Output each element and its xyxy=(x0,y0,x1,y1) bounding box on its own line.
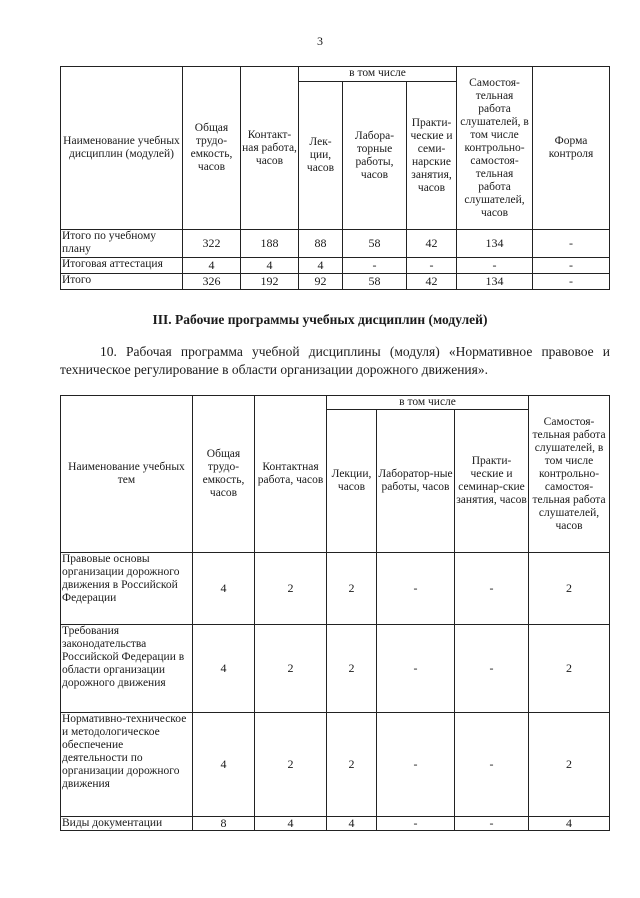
header-practical: Практи-ческие и семи-нарские занятия, часов xyxy=(407,82,457,230)
row-selfwork: 2 xyxy=(529,625,610,713)
row-practical: - xyxy=(455,553,529,625)
row-lectures: 2 xyxy=(327,625,377,713)
row-contact: 4 xyxy=(255,817,327,831)
row-labs: - xyxy=(377,625,455,713)
row-total: 4 xyxy=(193,625,255,713)
row-name: Итоговая аттестация xyxy=(61,258,183,274)
header-lectures: Лекции, часов xyxy=(327,410,377,553)
row-form: - xyxy=(533,230,610,258)
table-row xyxy=(61,817,610,831)
row-practical: - xyxy=(407,258,457,274)
row-practical: - xyxy=(455,625,529,713)
header-total: Общая трудо-емкость, часов xyxy=(183,67,241,230)
row-total: 322 xyxy=(183,230,241,258)
table-row xyxy=(61,274,610,290)
row-name: Итого xyxy=(61,274,183,290)
row-contact: 2 xyxy=(255,713,327,817)
row-labs: 58 xyxy=(343,274,407,290)
row-selfwork: 2 xyxy=(529,713,610,817)
header-contact: Контакт-ная работа, часов xyxy=(241,67,299,230)
header-name: Наименование учебных дисциплин (модулей) xyxy=(61,67,183,230)
row-practical: 42 xyxy=(407,274,457,290)
row-practical: 42 xyxy=(407,230,457,258)
row-contact: 2 xyxy=(255,553,327,625)
row-selfwork: 134 xyxy=(457,230,533,258)
row-contact: 2 xyxy=(255,625,327,713)
table-row xyxy=(61,625,610,713)
header-selfwork: Самостоя-тельная работа слушателей, в том числе контрольно-самостоя-тельная работа слушателей, часов xyxy=(457,67,533,230)
table-row xyxy=(61,553,610,625)
row-total: 4 xyxy=(193,553,255,625)
row-lectures: 4 xyxy=(299,258,343,274)
summary-table xyxy=(60,66,610,290)
row-total: 4 xyxy=(183,258,241,274)
row-selfwork: - xyxy=(457,258,533,274)
row-total: 326 xyxy=(183,274,241,290)
row-name: Нормативно-техническое и методологическое обеспечение деятельности по организации дорожного движения xyxy=(61,713,193,817)
page-number: 3 xyxy=(317,34,323,48)
header-contact: Контактная работа, часов xyxy=(255,396,327,553)
row-labs: - xyxy=(377,817,455,831)
header-form: Форма контроля xyxy=(533,67,610,230)
header-lectures: Лек-ции, часов xyxy=(299,82,343,230)
row-form: - xyxy=(533,274,610,290)
section-title: III. Рабочие программы учебных дисциплин (модулей) xyxy=(152,312,488,327)
row-practical: - xyxy=(455,817,529,831)
row-contact: 192 xyxy=(241,274,299,290)
row-labs: - xyxy=(377,713,455,817)
row-selfwork: 134 xyxy=(457,274,533,290)
row-name: Правовые основы организации дорожного движения в Российской Федерации xyxy=(61,553,193,625)
header-selfwork: Самостоя-тельная работа слушателей, в том числе контрольно-самостоя-тельная работа слушателей, часов xyxy=(529,396,610,553)
row-labs: 58 xyxy=(343,230,407,258)
header-total: Общая трудо-емкость, часов xyxy=(193,396,255,553)
row-total: 8 xyxy=(193,817,255,831)
header-labs: Лабора-торные работы, часов xyxy=(343,82,407,230)
row-labs: - xyxy=(377,553,455,625)
row-lectures: 4 xyxy=(327,817,377,831)
row-form: - xyxy=(533,258,610,274)
row-contact: 4 xyxy=(241,258,299,274)
row-name: Виды документации xyxy=(61,817,193,831)
row-selfwork: 2 xyxy=(529,553,610,625)
header-incl: в том числе xyxy=(327,396,529,410)
row-lectures: 92 xyxy=(299,274,343,290)
row-total: 4 xyxy=(193,713,255,817)
topics-table xyxy=(60,395,610,831)
table-row xyxy=(61,713,610,817)
header-incl: в том числе xyxy=(299,67,457,82)
header-labs: Лаборатор-ные работы, часов xyxy=(377,410,455,553)
row-lectures: 2 xyxy=(327,713,377,817)
row-practical: - xyxy=(455,713,529,817)
row-lectures: 2 xyxy=(327,553,377,625)
header-practical: Практи-ческие и семинар-ские занятия, часов xyxy=(455,410,529,553)
table-row xyxy=(61,230,610,258)
row-name: Итого по учебному плану xyxy=(61,230,183,258)
row-selfwork: 4 xyxy=(529,817,610,831)
row-labs: - xyxy=(343,258,407,274)
row-lectures: 88 xyxy=(299,230,343,258)
header-name: Наименование учебных тем xyxy=(61,396,193,553)
paragraph: 10. Рабочая программа учебной дисциплины (модуля) «Нормативное правовое и техническое регулирование в области организации дорожного движения». xyxy=(60,344,610,377)
row-contact: 188 xyxy=(241,230,299,258)
table-row xyxy=(61,258,610,274)
row-name: Требования законодательства Российской Федерации в области организации дорожного движения xyxy=(61,625,193,713)
